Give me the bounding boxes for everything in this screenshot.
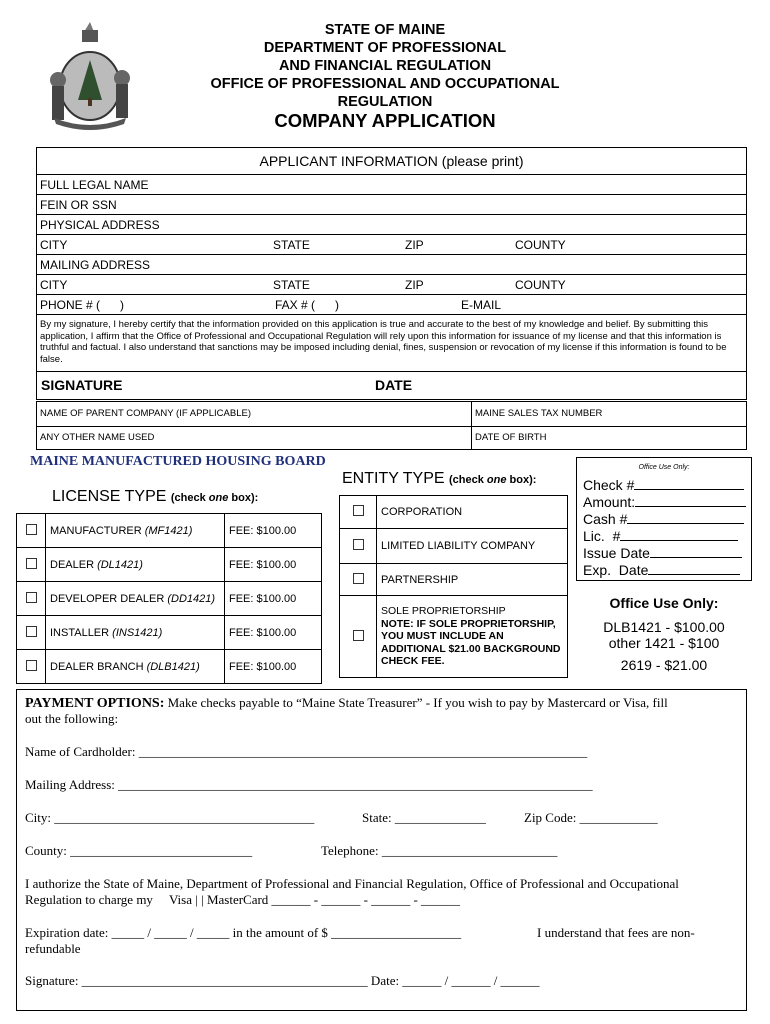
authorization-text: I authorize the State of Maine, Department of Professional and Financial Regulation, Office of Professional and Occupational <box>25 876 679 891</box>
sales-tax-label[interactable]: MAINE SALES TAX NUMBER <box>475 408 603 419</box>
llc-label: LIMITED LIABILITY COMPANY <box>377 529 568 564</box>
date-label: DATE <box>375 377 413 393</box>
cardholder-name-field[interactable]: Name of Cardholder: _____________________________________________________________________ <box>25 744 588 759</box>
mailing-city-row[interactable] <box>37 275 746 295</box>
office-fee-dlb: DLB1421 - $100.00 <box>603 619 725 635</box>
payment-intro: Make checks payable to “Maine State Treasurer” - If you wish to pay by Mastercard or Visa, fill <box>164 695 668 710</box>
fein-label: FEIN OR SSN <box>40 198 117 212</box>
physical-city-row[interactable] <box>37 235 746 255</box>
sole-proprietorship-note: NOTE: IF SOLE PROPRIETORSHIP, YOU MUST INCLUDE AN ADDITIONAL $21.00 BACKGROUND CHECK FEE. <box>381 617 561 668</box>
mailing-address-field[interactable] <box>37 255 746 275</box>
payment-signature-field[interactable]: Signature: ____________________________________________ Date: ______ / ______ / ______ <box>25 973 540 988</box>
partnership-label: PARTNERSHIP <box>377 564 568 596</box>
card-number-field[interactable]: Regulation to charge my Visa | | MasterCard ______ - ______ - ______ - ______ <box>25 892 461 907</box>
zip-label: ZIP <box>405 278 424 292</box>
header-state: STATE OF MAINE <box>324 22 446 38</box>
page-title: COMPANY APPLICATION <box>274 110 496 131</box>
license-option-dealer-branch: DEALER BRANCH (DLB1421) FEE: $100.00 <box>17 650 322 684</box>
entity-option-partnership <box>340 564 568 596</box>
dealer-checkbox[interactable] <box>26 558 37 569</box>
parent-company-table <box>36 401 747 450</box>
office-use-small-label: Office Use Only: <box>638 464 690 471</box>
office-use-box <box>576 457 752 581</box>
phone-label: PHONE # ( ) <box>40 298 125 312</box>
license-option-dealer: DEALER (DL1421) FEE: $100.00 <box>17 548 322 582</box>
parent-company-label[interactable]: NAME OF PARENT COMPANY (IF APPLICABLE) <box>40 408 251 419</box>
header-office: OFFICE OF PROFESSIONAL AND OCCUPATIONAL <box>210 76 560 92</box>
partnership-checkbox[interactable] <box>353 573 364 584</box>
developer-dealer-fee: FEE: $100.00 <box>225 582 322 616</box>
state-label: STATE <box>273 278 310 292</box>
mailing-address-label: MAILING ADDRESS <box>40 258 151 272</box>
check-number-label: Check # <box>583 477 635 493</box>
office-use-title: Office Use Only: <box>609 595 719 611</box>
license-type-heading: LICENSE TYPE (check one box): <box>52 488 259 505</box>
payment-zip-field[interactable]: Zip Code: ____________ <box>524 810 658 825</box>
zip-label: ZIP <box>405 238 424 252</box>
payment-mailing-address-field[interactable]: Mailing Address: _________________________________________________________________________ <box>25 777 593 792</box>
payment-county-field[interactable]: County: ____________________________ <box>25 843 253 858</box>
fax-label: FAX # ( ) <box>275 298 340 312</box>
dealer-branch-fee: FEE: $100.00 <box>225 650 322 684</box>
expiration-amount-field[interactable]: Expiration date: _____ / _____ / _____ in the amount of $ ____________________ <box>25 925 462 940</box>
entity-option-llc <box>340 529 568 564</box>
payment-options-section <box>16 689 747 1011</box>
header-financial: AND FINANCIAL REGULATION <box>278 58 492 74</box>
manufacturer-checkbox[interactable] <box>26 524 37 535</box>
exp-date-label: Exp. Date <box>583 562 649 578</box>
signature-label: SIGNATURE <box>41 377 123 393</box>
physical-address-label: PHYSICAL ADDRESS <box>40 218 160 232</box>
corporation-checkbox[interactable] <box>353 505 364 516</box>
header-regulation: REGULATION <box>337 94 433 110</box>
license-option-installer: INSTALLER (INS1421) FEE: $100.00 <box>17 616 322 650</box>
applicant-heading: APPLICANT INFORMATION (please print) <box>259 153 524 169</box>
cash-number-label: Cash # <box>583 511 628 527</box>
certification-text: By my signature, I hereby certify that the information provided on this application is true and accurate to the best of my knowledge and belief. By submitting this application, I affirm that the Office of Professional and Occupational Regulation will rely upon this information for issuance of my license and that this information is truthful and factual. I also understand that sanctions may be imposed including denial, fines, suspension or revocation of my license if this information is found to be false. <box>40 319 727 365</box>
payment-city-field[interactable]: City: ________________________________________ <box>25 810 315 825</box>
city-label: CITY <box>40 278 68 292</box>
license-option-developer-dealer: DEVELOPER DEALER (DD1421) FEE: $100.00 <box>17 582 322 616</box>
office-fee-other: other 1421 - $100 <box>608 635 720 651</box>
dob-label[interactable]: DATE OF BIRTH <box>475 432 547 443</box>
board-name: MAINE MANUFACTURED HOUSING BOARD <box>30 454 326 469</box>
physical-address-field[interactable] <box>37 215 746 235</box>
llc-checkbox[interactable] <box>353 539 364 550</box>
developer-dealer-checkbox[interactable] <box>26 592 37 603</box>
non-refundable-notice: I understand that fees are non- <box>537 925 695 940</box>
lic-number-label: Lic. # <box>583 528 621 544</box>
applicant-information-table <box>36 147 747 372</box>
payment-options-title: PAYMENT OPTIONS: <box>25 696 165 711</box>
payment-state-field[interactable]: State: ______________ <box>362 810 486 825</box>
issue-date-label: Issue Date <box>583 545 650 561</box>
sole-proprietorship-checkbox[interactable] <box>353 630 364 641</box>
installer-checkbox[interactable] <box>26 626 37 637</box>
amount-label: Amount: <box>583 494 636 510</box>
manufacturer-fee: FEE: $100.00 <box>225 514 322 548</box>
payment-telephone-field[interactable]: Telephone: ___________________________ <box>321 843 558 858</box>
full-legal-name-field[interactable] <box>37 175 746 195</box>
email-label: E-MAIL <box>461 298 502 312</box>
license-option-manufacturer: MANUFACTURER (MF1421) FEE: $100.00 <box>17 514 322 548</box>
other-name-label[interactable]: ANY OTHER NAME USED <box>40 432 155 443</box>
signature-row[interactable] <box>36 372 747 400</box>
corporation-label: CORPORATION <box>377 496 568 529</box>
state-label: STATE <box>273 238 310 252</box>
license-type-table <box>16 513 322 684</box>
dealer-fee: FEE: $100.00 <box>225 548 322 582</box>
city-label: CITY <box>40 238 68 252</box>
dealer-branch-checkbox[interactable] <box>26 660 37 671</box>
maine-state-seal <box>44 20 136 132</box>
payment-intro-cont: out the following: <box>25 711 119 726</box>
entity-option-sole-proprietorship <box>340 596 568 678</box>
county-label: COUNTY <box>515 238 566 252</box>
fein-field[interactable] <box>37 195 746 215</box>
entity-type-table <box>339 495 568 678</box>
entity-type-heading: ENTITY TYPE (check one box): <box>342 470 537 487</box>
full-legal-name-label: FULL LEGAL NAME <box>40 178 149 192</box>
installer-fee: FEE: $100.00 <box>225 616 322 650</box>
sole-proprietorship-label: SOLE PROPRIETORSHIP <box>381 605 506 618</box>
office-fee-background: 2619 - $21.00 <box>620 657 708 673</box>
county-label: COUNTY <box>515 278 566 292</box>
contact-row[interactable] <box>37 295 746 315</box>
non-refundable-notice-cont: refundable <box>25 941 81 956</box>
header-department: DEPARTMENT OF PROFESSIONAL <box>263 40 507 56</box>
entity-option-corporation <box>340 496 568 529</box>
